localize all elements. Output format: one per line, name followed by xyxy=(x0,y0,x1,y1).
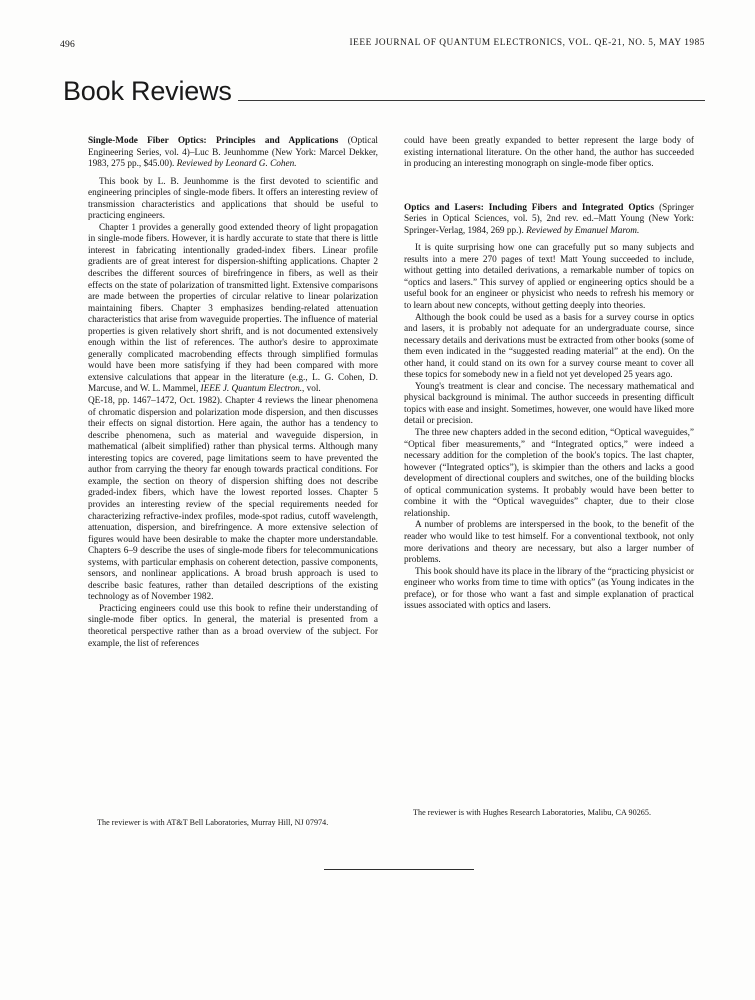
column-left xyxy=(88,136,378,650)
book-title-2: Optics and Lasers: Including Fibers and Integrated Optics xyxy=(404,202,655,213)
journal-citation-header: IEEE JOURNAL OF QUANTUM ELECTRONICS, VOL. QE-21, NO. 5, MAY 1985 xyxy=(349,38,705,48)
spacer xyxy=(404,171,694,203)
column-right xyxy=(404,136,694,613)
book-imprint-1: (Optical Engineering Series, vol. 4)–Luc B. Jeunhomme (New York: Marcel Dekker, 1983, 275 pp., $45.00). xyxy=(88,136,379,170)
review-2-paragraph-4: The three new chapters added in the second edition, “Optical waveguides,” “Optical fiber measurements,” and “Integrated optics,” were indeed a necessary addition for the completion of the book's topics. The last chapter, however (“Integrated optics”), is skimpier than the others and lacks a good development of directional couplers and switches, one of the building blocks of optical communication systems. It probably would have been better to combine it with the “Optical waveguides” chapter, due to their close relationship. xyxy=(404,428,694,519)
review-1-paragraph-2: Chapter 1 provides a generally good extended theory of light propagation in single-mode fibers. However, it is hardly accurate to state that there is little interest in fabricating intentionally graded-index fibers. Linear profile gradients are of great interest for dispersion-shifting applications. Chapter 2 describes the different sources of birefringence in fibers, as well as their effects on the state of polarization of transmitted light. Extensive comparisons are made between the properties of circular relative to linear polarization maintaining fibers. Chapter 3 emphasizes bending-related attenuation characteristics that arise from waveguide properties. The influence of material properties is given relatively short shrift, and is not documented extensively enough within the list of references. The author's desire to approximate generally complicated macrobending effects through simplified formulas would have been more satisfying if they had been compared with more extensive calculations that appear in the literature (e.g., L. G. Cohen, D. Marcuse, and W. L. Mammel, IEEE J. Quantum Electron., vol. xyxy=(88,222,378,395)
title-rule xyxy=(238,100,705,101)
footnote-right: The reviewer is with Hughes Research Laboratories, Malibu, CA 90265. xyxy=(413,808,652,817)
review-2-paragraph-1: It is quite surprising how one can gracefully put so many subjects and results into a mere 270 pages of text! Matt Young succeeded to include, without getting into detailed derivations, a remarkable number of topics on “optics and lasers.” This survey of applied or engineering optics should be a useful book for an engineer or physicist who needs to refresh his memory or to learn about new concepts, without getting deeply into theories. xyxy=(404,243,694,312)
footnote-left: The reviewer is with AT&T Bell Laboratories, Murray Hill, NJ 07974. xyxy=(97,818,329,827)
bottom-rule xyxy=(324,869,474,870)
review-1-paragraph-1: This book by L. B. Jeunhomme is the first devoted to scientific and engineering principles of single-mode fibers. It offers an interesting review of transmission characteristics and applications that should be useful to practicing engineers. xyxy=(88,176,378,222)
page-title: Book Reviews xyxy=(63,76,232,106)
book-heading-2 xyxy=(404,203,694,238)
review-1-paragraph-5-continued: could have been greatly expanded to better represent the large body of existing international literature. On the other hand, the author has succeeded in producing an interesting monograph on single-mode fiber optics. xyxy=(404,136,694,170)
reviewer-credit-2: Reviewed by Emanuel Marom. xyxy=(526,225,640,236)
review-1-paragraph-2-text: Chapter 1 provides a generally good extended theory of light propagation in single-mode fibers. However, it is hardly accurate to state that there is little interest in fabricating intentionally graded-index fibers. Linear profile gradients are of great interest for dispersion-shifting applications. Chapter 2 describes the different sources of birefringence in fibers, as well as their effects on the state of polarization of transmitted light. Extensive comparisons are made between the properties of circular relative to linear polarization maintaining fibers. Chapter 3 emphasizes bending-related attenuation characteristics that arise from waveguide properties. The influence of material properties is given relatively short shrift, and is not documented extensively enough within the list of references. The author's desire to approximate generally complicated macrobending effects through simplified formulas would have been more satisfying if they had been compared with more extensive calculations that appear in the literature (e.g., L. G. Cohen, D. Marcuse, and W. L. Mammel, xyxy=(88,222,378,395)
review-2-paragraph-6: This book should have its place in the library of the “practicing physicist or engineer who works from time to time with optics” (as Young indicates in the preface), or for those who want a fast and simple explanation of practical issues associated with optics and lasers. xyxy=(404,566,694,612)
review-1-paragraph-3: QE-18, pp. 1467–1472, Oct. 1982). Chapter 4 reviews the linear phenomena of chromatic dispersion and polarization mode dispersion, and then discusses their effects on signal distortion. Here again, the author has a tendency to describe phenomena, such as material and waveguide dispersion, in mathematical (albeit simplified) rather than physical terms. Although many interesting topics are covered, page limitations seem to have prevented the author from carrying the theory far enough towards practical conditions. For example, the section on theory of dispersion shifting does not describe graded-index fibers, which have the lowest reported losses. Chapter 5 provides an interesting review of the special requirements needed for characterizing refractive-index profiles, mode-spot radius, cutoff wavelength, attenuation, dispersion, and birefringence. A more extensive selection of figures would have been desirable to make the chapter more understandable. Chapters 6–9 describe the uses of single-mode fibers for telecommunications systems, with particular emphasis on coherent detection, passive components, sensors, and nonlinear applications. A broad brush approach is used to describe basic features, rather than detailed descriptions of the existing technology as of November 1982. xyxy=(88,396,378,603)
book-title-1: Single-Mode Fiber Optics: Principles and Applications xyxy=(88,136,339,146)
journal-citation-italic: IEEE J. Quantum Electron., xyxy=(200,384,305,395)
running-head xyxy=(60,38,705,54)
review-2-paragraph-5: A number of problems are interspersed in the book, to the benefit of the reader who would like to test himself. For a conventional textbook, not only more derivations and theory are necessary, but also a larger number of problems. xyxy=(404,520,694,566)
section-header xyxy=(63,70,705,106)
reviewer-credit-1: Reviewed by Leonard G. Cohen. xyxy=(176,159,297,170)
review-2-paragraph-2: Although the book could be used as a basis for a survey course in optics and lasers, it is probably not adequate for an undergraduate course, since necessary details and derivations must be extracted from other books (some of them even indicated in the “suggested reading material” at the end). On the other hand, it could stand on its own for a survey course meant to cover all these topics for somebody new in a field not yet developed 25 years ago. xyxy=(404,312,694,381)
book-heading-1 xyxy=(88,136,378,171)
review-2-paragraph-3: Young's treatment is clear and concise. The necessary mathematical and physical background is minimal. The author succeeds in presenting difficult topics with ease and insight. Sometimes, however, one would have liked more detail or precision. xyxy=(404,381,694,427)
book-imprint-2: (Springer Series in Optical Sciences, vol. 5), 2nd rev. ed.–Matt Young (New York: Springer-Verlag, 1984, 269 pp.). xyxy=(404,202,695,236)
review-1-paragraph-4: Practicing engineers could use this book to refine their understanding of single-mode fiber optics. In general, the material is presented from a theoretical perspective rather than as a broad overview of the subject. For example, the list of references xyxy=(88,603,378,649)
page-number: 496 xyxy=(60,39,75,50)
